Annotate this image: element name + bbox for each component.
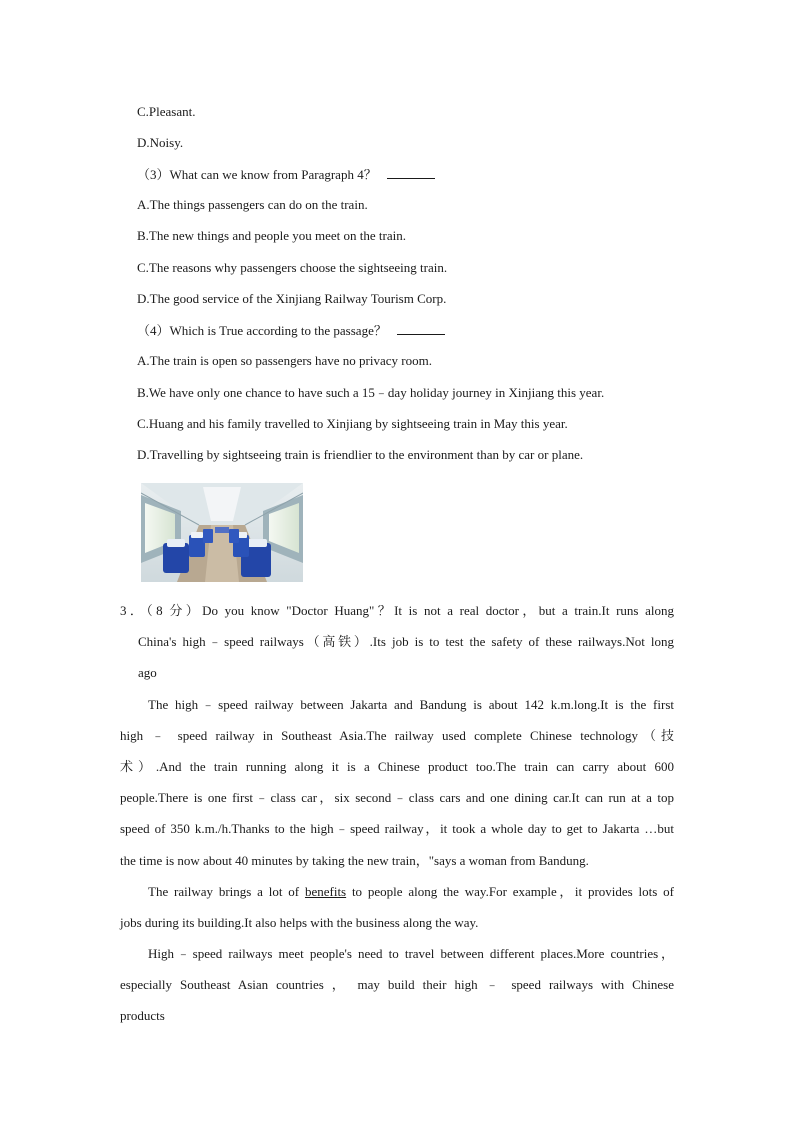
underlined-word-benefits: benefits (304, 884, 347, 899)
answer-blank[interactable] (397, 322, 445, 335)
q3-para1-line-1: The high﹣speed railway between Jakarta and Bandung is about 142 k.m.long.It is the first (148, 697, 674, 712)
para2-text-before: The railway brings a lot of (148, 884, 305, 899)
q3-para1-line-6: the time is now about 40 minutes by taking the new train，"says a woman from Bandung. (120, 853, 589, 868)
q3-para1-line-2: high ﹣ speed railway in Southeast Asia.The railway used complete Chinese technology（技 (120, 728, 674, 743)
train-interior-photo (141, 483, 303, 582)
q3-option-d: D.The good service of the Xinjiang Railway Tourism Corp. (137, 291, 447, 306)
q2-option-c: C.Pleasant. (137, 104, 196, 119)
q4-prompt: （4）Which is True according to the passage？ (137, 323, 387, 338)
answer-blank[interactable] (387, 166, 435, 179)
q3-para1-line-4: people.There is one first﹣class car，six second﹣class cars and one dining car.It can run at a top (120, 790, 674, 805)
q3-prompt: （3）What can we know from Paragraph 4？ (137, 167, 377, 182)
q3-para3-line-1: High﹣speed railways meet people's need to travel between different places.More countries， (148, 946, 674, 961)
q3-para3-line-2: especially Southeast Asian countries ， may build their high ﹣ speed railways with Chinese (120, 977, 674, 992)
q3-para2-line-1 (148, 884, 674, 900)
q3-para1-line-3: 术）.And the train running along it is a Chinese product too.The train can carry about 600 (120, 759, 674, 774)
q2-option-d: D.Noisy. (137, 135, 184, 150)
q3-para2-line-2: jobs during its building.It also helps with the business along the way. (120, 915, 479, 930)
q4-option-d: D.Travelling by sightseeing train is friendlier to the environment than by car or plane. (137, 447, 584, 462)
q4-sub-question (137, 322, 445, 339)
q4-option-c: C.Huang and his family travelled to Xinjiang by sightseeing train in May this year. (137, 416, 568, 431)
q4-option-b: B.We have only one chance to have such a 15﹣day holiday journey in Xinjiang this year. (137, 385, 605, 400)
q3-intro-line-3: ago (138, 665, 157, 680)
para2-text-after: to people along the way.For example，it provides lots of (346, 884, 674, 899)
q3-sub-question (137, 166, 435, 183)
q3-option-c: C.The reasons why passengers choose the sightseeing train. (137, 260, 448, 275)
q4-option-a: A.The train is open so passengers have no privacy room. (137, 353, 432, 368)
q3-intro-line-2: China's high﹣speed railways（高铁）.Its job is to test the safety of these railways.Not long (138, 634, 674, 649)
q3-para3-line-3: products (120, 1008, 165, 1023)
q3-option-b: B.The new things and people you meet on the train. (137, 228, 406, 243)
q3-intro-line-1: 3．（8 分）Do you know "Doctor Huang"？It is not a real doctor，but a train.It runs along (120, 603, 674, 618)
q3-para1-line-5: speed of 350 k.m./h.Thanks to the high﹣speed railway，it took a whole day to get to Jakarta …but (120, 821, 674, 836)
q3-option-a: A.The things passengers can do on the train. (137, 197, 368, 212)
